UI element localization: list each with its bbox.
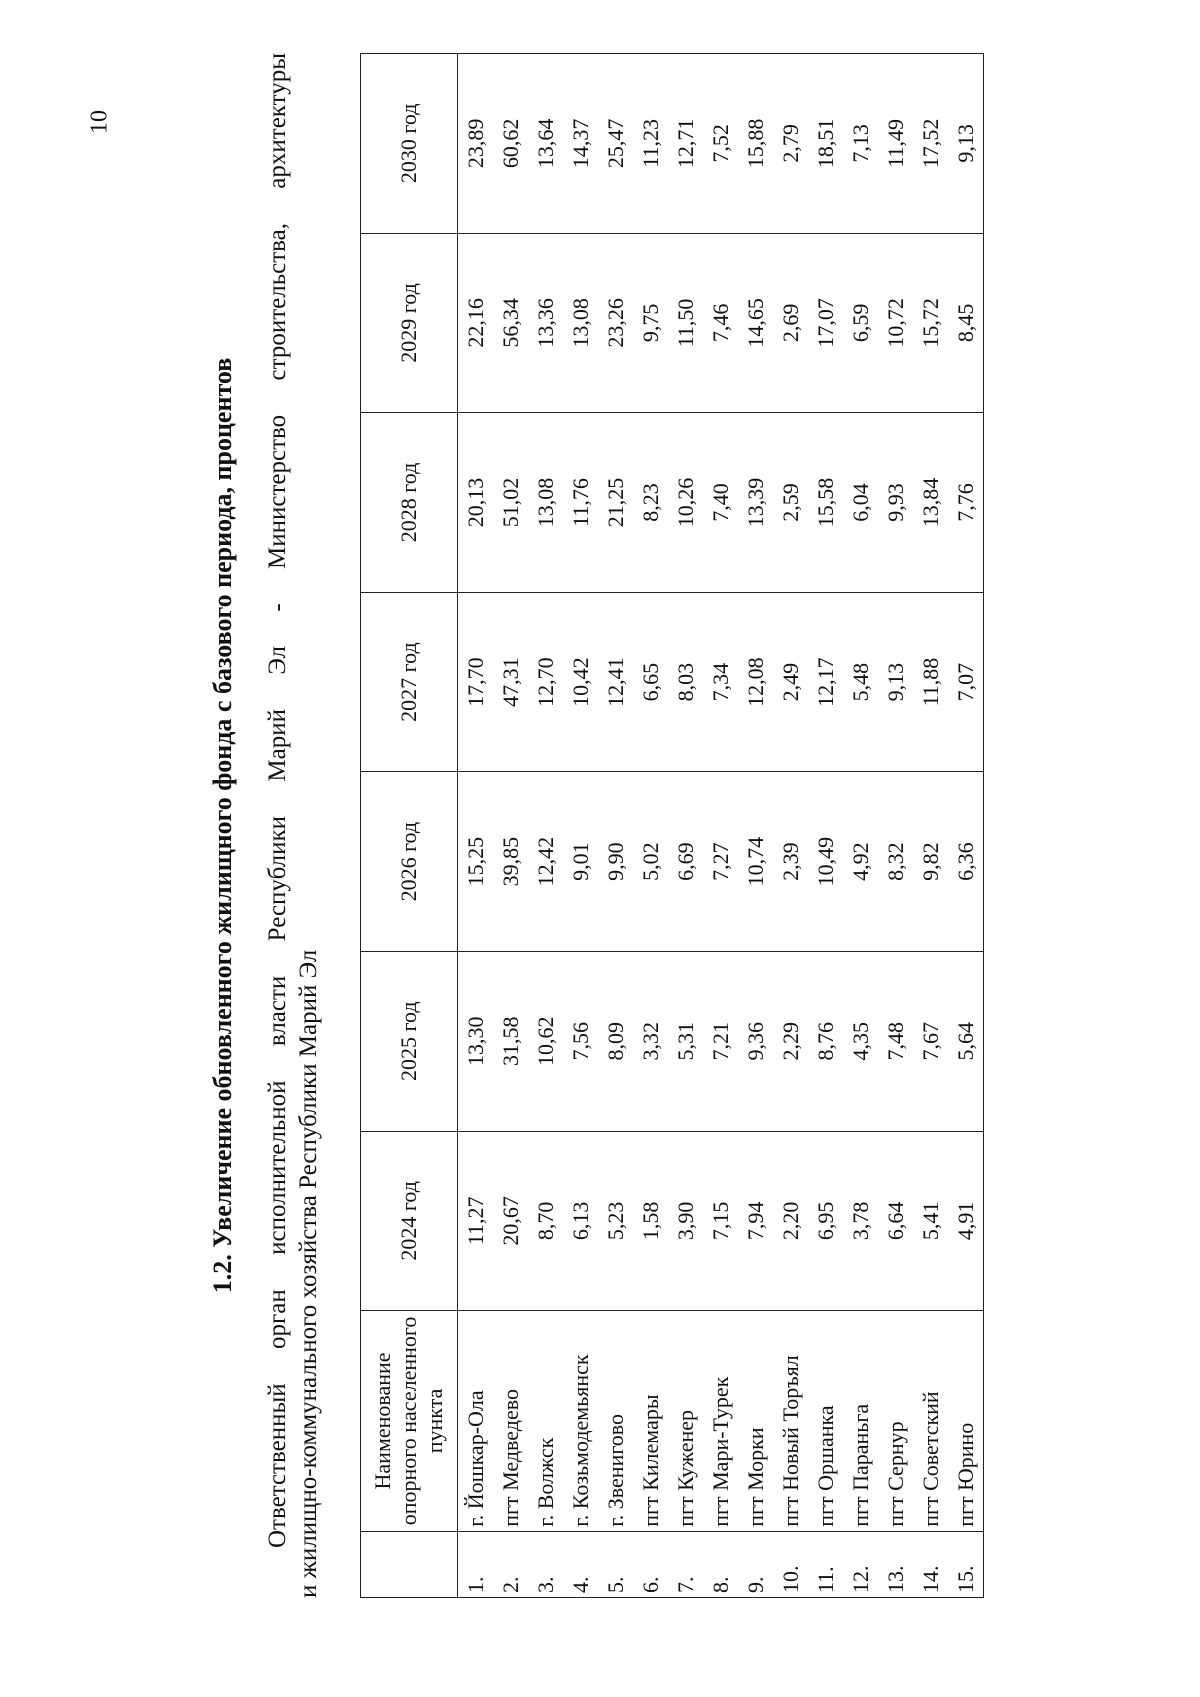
percent-value: 17,07 [808, 233, 843, 413]
percent-value: 10,49 [808, 772, 843, 952]
row-number: 11. [808, 1531, 843, 1597]
settlement-name: г. Йошкар-Ола [458, 1311, 494, 1532]
percent-value: 23,26 [598, 233, 633, 413]
percent-value: 1,58 [633, 1131, 668, 1311]
settlement-name: г. Волжск [528, 1311, 563, 1532]
table-row [668, 54, 703, 1598]
percent-value: 13,08 [528, 413, 563, 593]
percent-value: 6,36 [948, 772, 984, 952]
percent-value: 7,34 [703, 592, 738, 772]
percent-value: 3,78 [843, 1131, 878, 1311]
responsible-line-1: Ответственный орган исполнительной власти Республики Марий Эл - Министерство строительства, архитектуры [264, 53, 291, 1548]
row-number: 2. [493, 1531, 528, 1597]
percent-value: 9,75 [633, 233, 668, 413]
percent-value: 39,85 [493, 772, 528, 952]
percent-value: 7,76 [948, 413, 984, 593]
percent-value: 2,29 [773, 951, 808, 1131]
percent-value: 47,31 [493, 592, 528, 772]
percent-value: 9,93 [878, 413, 913, 593]
row-number: 9. [738, 1531, 773, 1597]
header-year: 2025 год [361, 951, 458, 1131]
percent-value: 2,59 [773, 413, 808, 593]
percent-value: 15,88 [738, 54, 773, 234]
percent-value: 6,04 [843, 413, 878, 593]
table-row [563, 54, 598, 1598]
percent-value: 13,39 [738, 413, 773, 593]
percent-value: 5,31 [668, 951, 703, 1131]
percent-value: 8,09 [598, 951, 633, 1131]
section-title: 1.2. Увеличение обновленного жилищного фонда с базового периода, процентов [208, 357, 237, 1294]
header-year: 2027 год [361, 592, 458, 772]
settlement-name: пгт Килемары [633, 1311, 668, 1532]
percent-value: 7,94 [738, 1131, 773, 1311]
settlement-name: пгт Мари-Турек [703, 1311, 738, 1532]
percent-value: 31,58 [493, 951, 528, 1131]
row-number: 4. [563, 1531, 598, 1597]
percent-value: 12,70 [528, 592, 563, 772]
settlement-name: пгт Морки [738, 1311, 773, 1532]
settlement-name: пгт Медведево [493, 1311, 528, 1532]
percent-value: 9,13 [948, 54, 984, 234]
percent-value: 6,64 [878, 1131, 913, 1311]
percent-value: 9,90 [598, 772, 633, 952]
percent-value: 2,49 [773, 592, 808, 772]
percent-value: 11,50 [668, 233, 703, 413]
percent-value: 9,13 [878, 592, 913, 772]
table-body [458, 54, 984, 1598]
percent-value: 13,84 [913, 413, 948, 593]
settlement-name: г. Звенигово [598, 1311, 633, 1532]
page-number: 10 [86, 110, 113, 134]
percent-value: 17,52 [913, 54, 948, 234]
percent-value: 5,41 [913, 1131, 948, 1311]
percent-value: 10,42 [563, 592, 598, 772]
percent-value: 23,89 [458, 54, 494, 234]
row-number: 1. [458, 1531, 494, 1597]
percent-value: 25,47 [598, 54, 633, 234]
table-row [878, 54, 913, 1598]
percent-value: 10,74 [738, 772, 773, 952]
table-row [913, 54, 948, 1598]
row-number: 10. [773, 1531, 808, 1597]
settlement-name: пгт Советский [913, 1311, 948, 1532]
percent-value: 6,59 [843, 233, 878, 413]
percent-value: 17,70 [458, 592, 494, 772]
percent-value: 7,07 [948, 592, 984, 772]
percent-value: 14,37 [563, 54, 598, 234]
settlement-name: пгт Новый Торъял [773, 1311, 808, 1532]
table-row [458, 54, 494, 1598]
percent-value: 13,08 [563, 233, 598, 413]
percent-value: 12,42 [528, 772, 563, 952]
percent-value: 3,32 [633, 951, 668, 1131]
header-year: 2028 год [361, 413, 458, 593]
row-number: 13. [878, 1531, 913, 1597]
row-number: 5. [598, 1531, 633, 1597]
percent-value: 10,62 [528, 951, 563, 1131]
percent-value: 8,03 [668, 592, 703, 772]
percent-value: 9,36 [738, 951, 773, 1131]
table-header-row [361, 54, 458, 1598]
table-row [703, 54, 738, 1598]
percent-value: 15,58 [808, 413, 843, 593]
header-year: 2030 год [361, 54, 458, 234]
housing-renewal-table [360, 53, 984, 1598]
percent-value: 5,64 [948, 951, 984, 1131]
settlement-name: пгт Сернур [878, 1311, 913, 1532]
percent-value: 12,08 [738, 592, 773, 772]
percent-value: 12,41 [598, 592, 633, 772]
percent-value: 8,70 [528, 1131, 563, 1311]
percent-value: 12,17 [808, 592, 843, 772]
percent-value: 2,39 [773, 772, 808, 952]
percent-value: 13,36 [528, 233, 563, 413]
percent-value: 8,76 [808, 951, 843, 1131]
percent-value: 2,69 [773, 233, 808, 413]
percent-value: 6,95 [808, 1131, 843, 1311]
percent-value: 8,32 [878, 772, 913, 952]
responsible-authority [262, 53, 324, 1598]
settlement-name: пгт Куженер [668, 1311, 703, 1532]
percent-value: 8,23 [633, 413, 668, 593]
row-number: 14. [913, 1531, 948, 1597]
percent-value: 56,34 [493, 233, 528, 413]
table-row [843, 54, 878, 1598]
percent-value: 11,88 [913, 592, 948, 772]
table-row [528, 54, 563, 1598]
percent-value: 5,23 [598, 1131, 633, 1311]
header-number [361, 1531, 458, 1597]
percent-value: 4,35 [843, 951, 878, 1131]
table-row [738, 54, 773, 1598]
percent-value: 10,26 [668, 413, 703, 593]
header-year: 2029 год [361, 233, 458, 413]
percent-value: 15,25 [458, 772, 494, 952]
row-number: 12. [843, 1531, 878, 1597]
table-row [633, 54, 668, 1598]
percent-value: 11,27 [458, 1131, 494, 1311]
header-year: 2026 год [361, 772, 458, 952]
percent-value: 13,64 [528, 54, 563, 234]
percent-value: 7,52 [703, 54, 738, 234]
percent-value: 5,02 [633, 772, 668, 952]
table-row [773, 54, 808, 1598]
percent-value: 7,21 [703, 951, 738, 1131]
percent-value: 60,62 [493, 54, 528, 234]
percent-value: 7,67 [913, 951, 948, 1131]
percent-value: 22,16 [458, 233, 494, 413]
percent-value: 9,01 [563, 772, 598, 952]
percent-value: 7,40 [703, 413, 738, 593]
row-number: 3. [528, 1531, 563, 1597]
settlement-name: г. Козьмодемьянск [563, 1311, 598, 1532]
percent-value: 5,48 [843, 592, 878, 772]
percent-value: 7,46 [703, 233, 738, 413]
header-settlement: Наименование опорного населенного пункта [361, 1311, 458, 1532]
responsible-line-2: и жилищно-коммунального хозяйства Республики Марий Эл [295, 949, 322, 1598]
settlement-name: пгт Параньга [843, 1311, 878, 1532]
table-row [493, 54, 528, 1598]
percent-value: 14,65 [738, 233, 773, 413]
percent-value: 12,71 [668, 54, 703, 234]
percent-value: 3,90 [668, 1131, 703, 1311]
percent-value: 7,27 [703, 772, 738, 952]
percent-value: 11,49 [878, 54, 913, 234]
percent-value: 2,79 [773, 54, 808, 234]
percent-value: 20,67 [493, 1131, 528, 1311]
row-number: 7. [668, 1531, 703, 1597]
percent-value: 11,23 [633, 54, 668, 234]
percent-value: 11,76 [563, 413, 598, 593]
percent-value: 7,13 [843, 54, 878, 234]
table-row [598, 54, 633, 1598]
rotated-content [208, 53, 998, 1598]
percent-value: 6,69 [668, 772, 703, 952]
percent-value: 18,51 [808, 54, 843, 234]
percent-value: 51,02 [493, 413, 528, 593]
settlement-name: пгт Юрино [948, 1311, 984, 1532]
row-number: 6. [633, 1531, 668, 1597]
percent-value: 2,20 [773, 1131, 808, 1311]
header-year: 2024 год [361, 1131, 458, 1311]
percent-value: 6,13 [563, 1131, 598, 1311]
percent-value: 21,25 [598, 413, 633, 593]
percent-value: 7,15 [703, 1131, 738, 1311]
row-number: 8. [703, 1531, 738, 1597]
percent-value: 15,72 [913, 233, 948, 413]
percent-value: 4,91 [948, 1131, 984, 1311]
percent-value: 4,92 [843, 772, 878, 952]
percent-value: 7,56 [563, 951, 598, 1131]
percent-value: 9,82 [913, 772, 948, 952]
percent-value: 8,45 [948, 233, 984, 413]
row-number: 15. [948, 1531, 984, 1597]
percent-value: 10,72 [878, 233, 913, 413]
percent-value: 6,65 [633, 592, 668, 772]
percent-value: 7,48 [878, 951, 913, 1131]
table-row [808, 54, 843, 1598]
table-row [948, 54, 984, 1598]
percent-value: 13,30 [458, 951, 494, 1131]
settlement-name: пгт Оршанка [808, 1311, 843, 1532]
percent-value: 20,13 [458, 413, 494, 593]
